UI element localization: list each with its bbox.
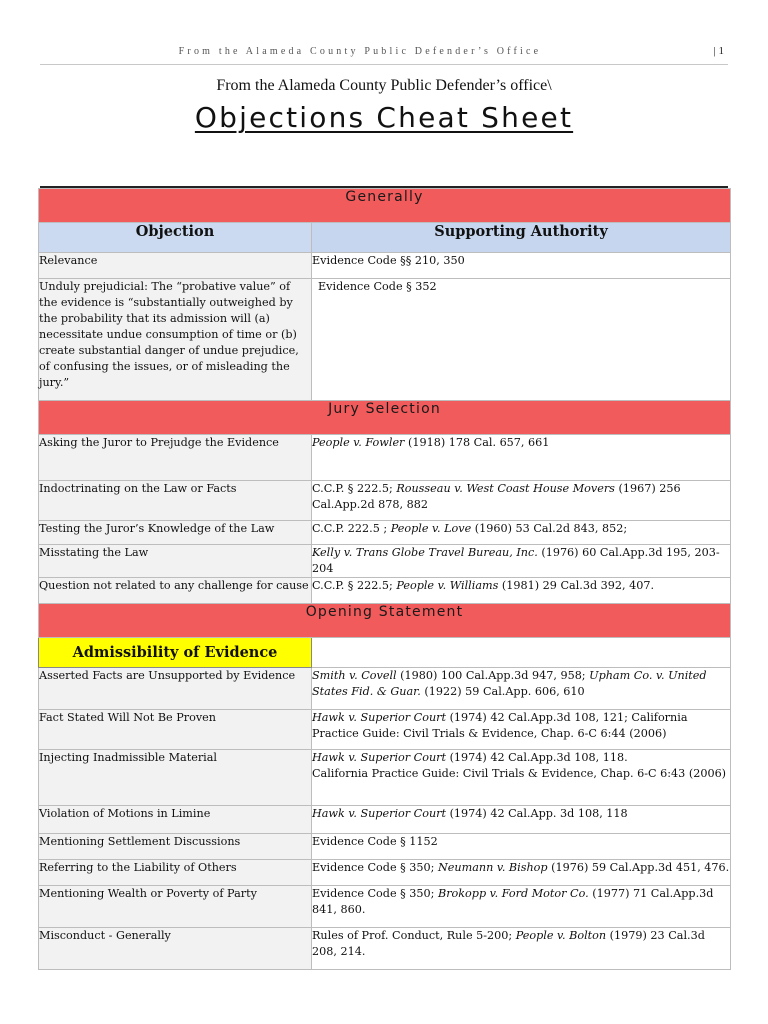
authority-cell: Evidence Code § 1152	[312, 834, 731, 860]
section-header-generally	[39, 189, 731, 223]
authority-cell	[312, 521, 731, 545]
authority-cell	[312, 668, 731, 710]
citation: (1979) 23 Cal.3d 208, 214.	[312, 929, 705, 958]
objection-cell: Asking the Juror to Prejudge the Evidence	[39, 435, 312, 481]
citation: (1960) 53 Cal.2d 843, 852;	[471, 522, 628, 535]
document-subtitle: From the Alameda County Public Defender’s office\	[216, 77, 552, 94]
table-row	[39, 578, 731, 604]
column-header-row	[39, 223, 731, 253]
authority-cell	[312, 578, 731, 604]
case-name: Hawk v. Superior Court	[312, 751, 447, 764]
objection-cell: Testing the Juror’s Knowledge of the Law	[39, 521, 312, 545]
authority-cell	[312, 710, 731, 750]
authority-cell	[312, 481, 731, 521]
subsection-blank-cell	[312, 638, 731, 668]
objection-cell: Violation of Motions in Limine	[39, 806, 312, 834]
subsection-row	[39, 638, 731, 668]
table-row	[39, 834, 731, 860]
table-row	[39, 279, 731, 401]
subsection-admissibility: Admissibility of Evidence	[39, 638, 312, 668]
column-header-authority: Supporting Authority	[312, 223, 731, 253]
objection-cell: Mentioning Wealth or Poverty of Party	[39, 886, 312, 928]
case-name: Hawk v. Superior Court	[312, 711, 447, 724]
table-row	[39, 860, 731, 886]
case-name: Brokopp v. Ford Motor Co.	[437, 887, 589, 900]
objection-cell: Relevance	[39, 253, 312, 279]
table-row	[39, 710, 731, 750]
objection-cell: Misconduct - Generally	[39, 928, 312, 970]
case-name: Upham Co. v. United States Fid. & Guar.	[312, 669, 707, 698]
authority-cell	[312, 806, 731, 834]
table-row	[39, 435, 731, 481]
case-name: Smith v. Covell	[312, 669, 397, 682]
citation: (1922) 59 Cal.App. 606, 610	[420, 685, 585, 698]
section-header-jury-selection	[39, 401, 731, 435]
table-row	[39, 928, 731, 970]
authority-cell	[312, 860, 731, 886]
authority-cell	[312, 928, 731, 970]
case-name: People v. Bolton	[515, 929, 607, 942]
table-row	[39, 545, 731, 578]
authority-cell	[312, 545, 731, 578]
citation: (1981) 29 Cal.3d 392, 407.	[498, 579, 655, 592]
case-name: Hawk v. Superior Court	[312, 807, 447, 820]
case-name: People v. Fowler	[312, 436, 405, 449]
objection-cell: Asserted Facts are Unsupported by Evidence	[39, 668, 312, 710]
table-row	[39, 886, 731, 928]
section-header-opening-statement	[39, 604, 731, 638]
case-name: People v. Williams	[396, 579, 499, 592]
case-name: People v. Love	[390, 522, 472, 535]
table-row	[39, 750, 731, 806]
statute: Evidence Code § 350;	[312, 887, 438, 900]
page-number: | 1	[713, 45, 724, 57]
section-title: Opening Statement	[39, 604, 731, 638]
statute: Rules of Prof. Conduct, Rule 5-200;	[312, 929, 516, 942]
case-name: Kelly v. Trans Globe Travel Bureau, Inc.	[312, 546, 538, 559]
authority-cell	[312, 435, 731, 481]
column-header-objection: Objection	[39, 223, 312, 253]
objection-cell: Fact Stated Will Not Be Proven	[39, 710, 312, 750]
objection-cell: Question not related to any challenge for cause	[39, 578, 312, 604]
citation: (1918) 178 Cal. 657, 661	[404, 436, 550, 449]
document-title-text: Objections Cheat Sheet	[194, 101, 574, 134]
table-row	[39, 253, 731, 279]
objection-cell: Mentioning Settlement Discussions	[39, 834, 312, 860]
section-title: Jury Selection	[39, 401, 731, 435]
citation: (1976) 60 Cal.App.3d 195, 203-204	[312, 546, 720, 575]
statute: C.C.P. § 222.5;	[312, 482, 397, 495]
authority-cell	[312, 750, 731, 806]
running-header-text: From the Alameda County Public Defender’s Office	[178, 46, 542, 57]
objection-cell: Misstating the Law	[39, 545, 312, 578]
table-row	[39, 481, 731, 521]
document-title	[0, 101, 768, 134]
objection-cell: Indoctrinating on the Law or Facts	[39, 481, 312, 521]
authority-cell	[312, 886, 731, 928]
objection-cell: Unduly prejudicial: The “probative value” of the evidence is “substantially outweighed by the probability that its admission will (a) necessitate undue consumption of time or (b) create substantial danger of undue prejudice, of confusing the issues, or of misleading the jury.”	[39, 279, 312, 401]
authority-cell: Evidence Code § 352	[312, 279, 731, 401]
citation: (1980) 100 Cal.App.3d 947, 958;	[396, 669, 590, 682]
objection-cell: Injecting Inadmissible Material	[39, 750, 312, 806]
citation-line-2: California Practice Guide: Civil Trials & Evidence, Chap. 6-C 6:43 (2006)	[312, 767, 727, 780]
case-name: Rousseau v. West Coast House Movers	[396, 482, 615, 495]
table-row	[39, 521, 731, 545]
citation: (1977) 71 Cal.App.3d 841, 860.	[312, 887, 714, 916]
section-title: Generally	[39, 189, 731, 223]
table-row	[39, 806, 731, 834]
citation: (1976) 59 Cal.App.3d 451, 476.	[547, 861, 730, 874]
running-header	[40, 44, 728, 65]
authority-cell: Evidence Code §§ 210, 350	[312, 253, 731, 279]
statute: C.C.P. 222.5 ;	[312, 522, 391, 535]
citation: (1974) 42 Cal.App. 3d 108, 118	[446, 807, 628, 820]
objections-table	[38, 188, 731, 970]
table-row	[39, 668, 731, 710]
citation: (1974) 42 Cal.App.3d 108, 118.	[446, 751, 628, 764]
case-name: Neumann v. Bishop	[437, 861, 548, 874]
statute: C.C.P. § 222.5;	[312, 579, 397, 592]
citation: (1967) 256 Cal.App.2d 878, 882	[312, 482, 681, 511]
citation: (1974) 42 Cal.App.3d 108, 121; California Practice Guide: Civil Trials & Evidence, Chap. 6-C 6:44 (2006)	[312, 711, 688, 740]
objection-cell: Referring to the Liability of Others	[39, 860, 312, 886]
statute: Evidence Code § 350;	[312, 861, 438, 874]
